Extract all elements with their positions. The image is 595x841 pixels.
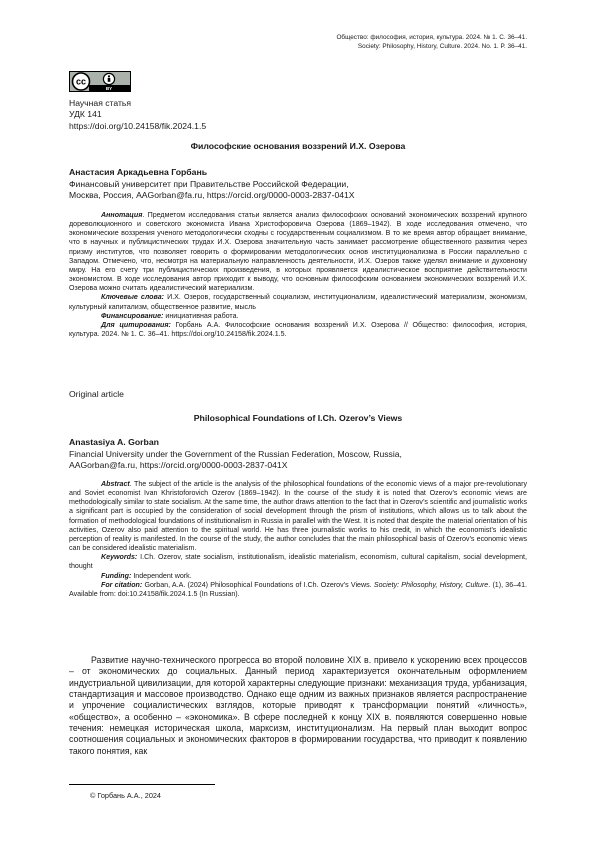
abstract-en (69, 480, 527, 553)
running-header-en: Society: Philosophy, History, Culture. 2024. No. 1. P. 36–41. (357, 42, 527, 50)
citation-ru (69, 321, 527, 339)
footnote-rule (69, 784, 215, 785)
copyright-footnote: © Горбань А.А., 2024 (90, 791, 161, 800)
affiliation-en-line2: AAGorban@fa.ru, https://orcid.org/0000-0003-2837-041X (69, 460, 288, 471)
article-type: Научная статья (69, 98, 132, 108)
funding-en-text: Independent work. (131, 571, 192, 580)
citation-en-text-a: Gorban, A.A. (2024) Philosophical Foundations of I.Ch. Ozerov’s Views. (142, 580, 374, 589)
abstract-ru-text: . Предметом исследования статьи является анализ философских оснований экономических воззрений крупного дореволюционного и советского экономиста Ивана Христофоровича Озерова (1869–1942). В ходе исследования отмечено, что экономические воззрения ученого методологически сходны с государственным социализмом. В то же время автор обращает внимание, что в научных и публицистических трудах И.Х. Озерова значительную часть занимает рассмотрение общественного развития через призму институтов, что позволяет говорить о формировании методологических основ институционализма в России параллельно с Западом. Отмечено, что, несмотря на материальную направленность деятельности, И.Х. Озеров также уделял внимание и духовному миру. На его счету три публицистических произведения, в которых проявляется идеалистическое восприятие действительности экономистом. В ходе исследования автор приходит к выводу, что основным философским основанием экономических воззрений И.Х. Озерова можно считать идеалистический материализм. (69, 211, 527, 293)
funding-en-label: Funding: (101, 571, 132, 580)
keywords-en (69, 553, 527, 571)
body-paragraph: Развитие научно-технического прогресса во второй половине XIX в. привело к ускорению всех процессов – от экономических до социальных. Данный период характеризуется окончательным оформлением индустриальной цивилизации, для которой характерны следующие признаки: механизация труда, урбанизация, стандартизация и массовое производство. Однако еще одним из важных признаков является распространение и упрочение социалистических взглядов, которые приводят к трансформации понятий «личность», «общество», а особенно – «экономика». В сфере последней к концу XIX в. появляются совершенно новые течения: немецкая историческая школа, марксизм, институционализм. На первый план выходит вопрос соотношения социальных и экономических факторов в формировании государства, что приводит к появлению такого понятия, как (69, 655, 527, 756)
keywords-en-label: Keywords: (101, 553, 138, 562)
title-ru: Философские основания воззрений И.Х. Озерова (190, 141, 406, 151)
citation-en-text-b: . (1), 36–41. Available from: doi:10.24158/fik.2024.1.5 (In Russian). (69, 580, 527, 598)
article-meta (69, 98, 206, 132)
abstract-en-label: Abstract (101, 480, 130, 488)
cc-by-logo (70, 72, 130, 91)
running-header (336, 34, 527, 51)
keywords-ru-label: Ключевые слова: (101, 293, 165, 302)
funding-en (69, 572, 527, 581)
by-mark: BY (105, 86, 113, 91)
cc-mark: cc (75, 76, 87, 87)
keywords-ru (69, 293, 527, 311)
affiliation-ru-line2: Москва, Россия, AAGorban@fa.ru, https://orcid.org/0000-0003-2837-041X (69, 190, 355, 201)
abstract-en-text: . The subject of the article is the analysis of the philosophical foundations of the economic views of a major pre-revolutionary and Soviet economist Ivan Khristoforovich Ozerov (1869–1942). In the course of the study it is noted that Ozerov’s economic views are methodologically similar to state socialism. At the same time, the author draws attention to the fact that in Ozerov’s scientific and journalistic works a significant part is occupied by the consideration of social development through the prism of institutions, which allows us to talk about the formation of methodological foundations of institutionalism in Russia in parallel with the West. It is noted that despite the material orientation of his activities, Ozerov also paid attention to the spiritual world. He has three journalistic works to his credit, in which the economist’s idealistic perception of reality is manifested. In the course of the study, the author concludes that the main philosophical basis of Ozerov’s economic views can be considered idealistic materialism. (69, 480, 527, 553)
citation-en-journal: Society: Philosophy, History, Culture (373, 580, 489, 589)
author-en: Anastasiya A. Gorban (69, 437, 159, 447)
affiliation-ru (69, 179, 527, 202)
doi-link[interactable]: https://doi.org/10.24158/fik.2024.1.5 (69, 120, 207, 131)
abstract-ru-label: Аннотация (101, 211, 143, 219)
abstract-en-block (69, 480, 527, 599)
citation-en-label: For citation: (101, 580, 143, 589)
udc: УДК 141 (69, 109, 102, 120)
affiliation-en (69, 449, 527, 472)
article-type-en: Original article (69, 389, 124, 399)
funding-ru (69, 312, 527, 321)
abstract-ru (69, 211, 527, 293)
keywords-en-text: I.Ch. Ozerov, state socialism, institutionalism, idealistic materialism, economism, cultural capitalism, social development, thought (69, 553, 527, 571)
cc-by-icon (69, 71, 131, 92)
affiliation-ru-line1: Финансовый университет при Правительстве Российской Федерации, (69, 179, 349, 189)
abstract-ru-block (69, 211, 527, 339)
affiliation-en-line1: Financial University under the Government of the Russian Federation, Moscow, Russia, (69, 449, 402, 459)
author-ru: Анастасия Аркадьевна Горбань (69, 167, 208, 177)
citation-ru-text: Горбань А.А. Философские основания воззрений И.Х. Озерова // Общество: философия, история, культура. 2024. № 1. С. 36–41. https://doi.org/10.24158/fik.2024.1.5. (69, 320, 527, 339)
funding-ru-label: Финансирование: (101, 311, 164, 320)
running-header-ru: Общество: философия, история, культура. 2024. № 1. С. 36–41. (336, 34, 527, 41)
funding-ru-text: инициативная работа. (163, 311, 239, 320)
keywords-ru-text: И.Х. Озеров, государственный социализм, институционализм, идеалистический материализм, экономизм, культурный капитализм, общественное развитие, мысль (69, 293, 527, 311)
citation-ru-label: Для цитирования: (101, 320, 171, 329)
title-en: Philosophical Foundations of I.Ch. Ozerov’s Views (193, 413, 403, 423)
citation-en (69, 581, 527, 599)
